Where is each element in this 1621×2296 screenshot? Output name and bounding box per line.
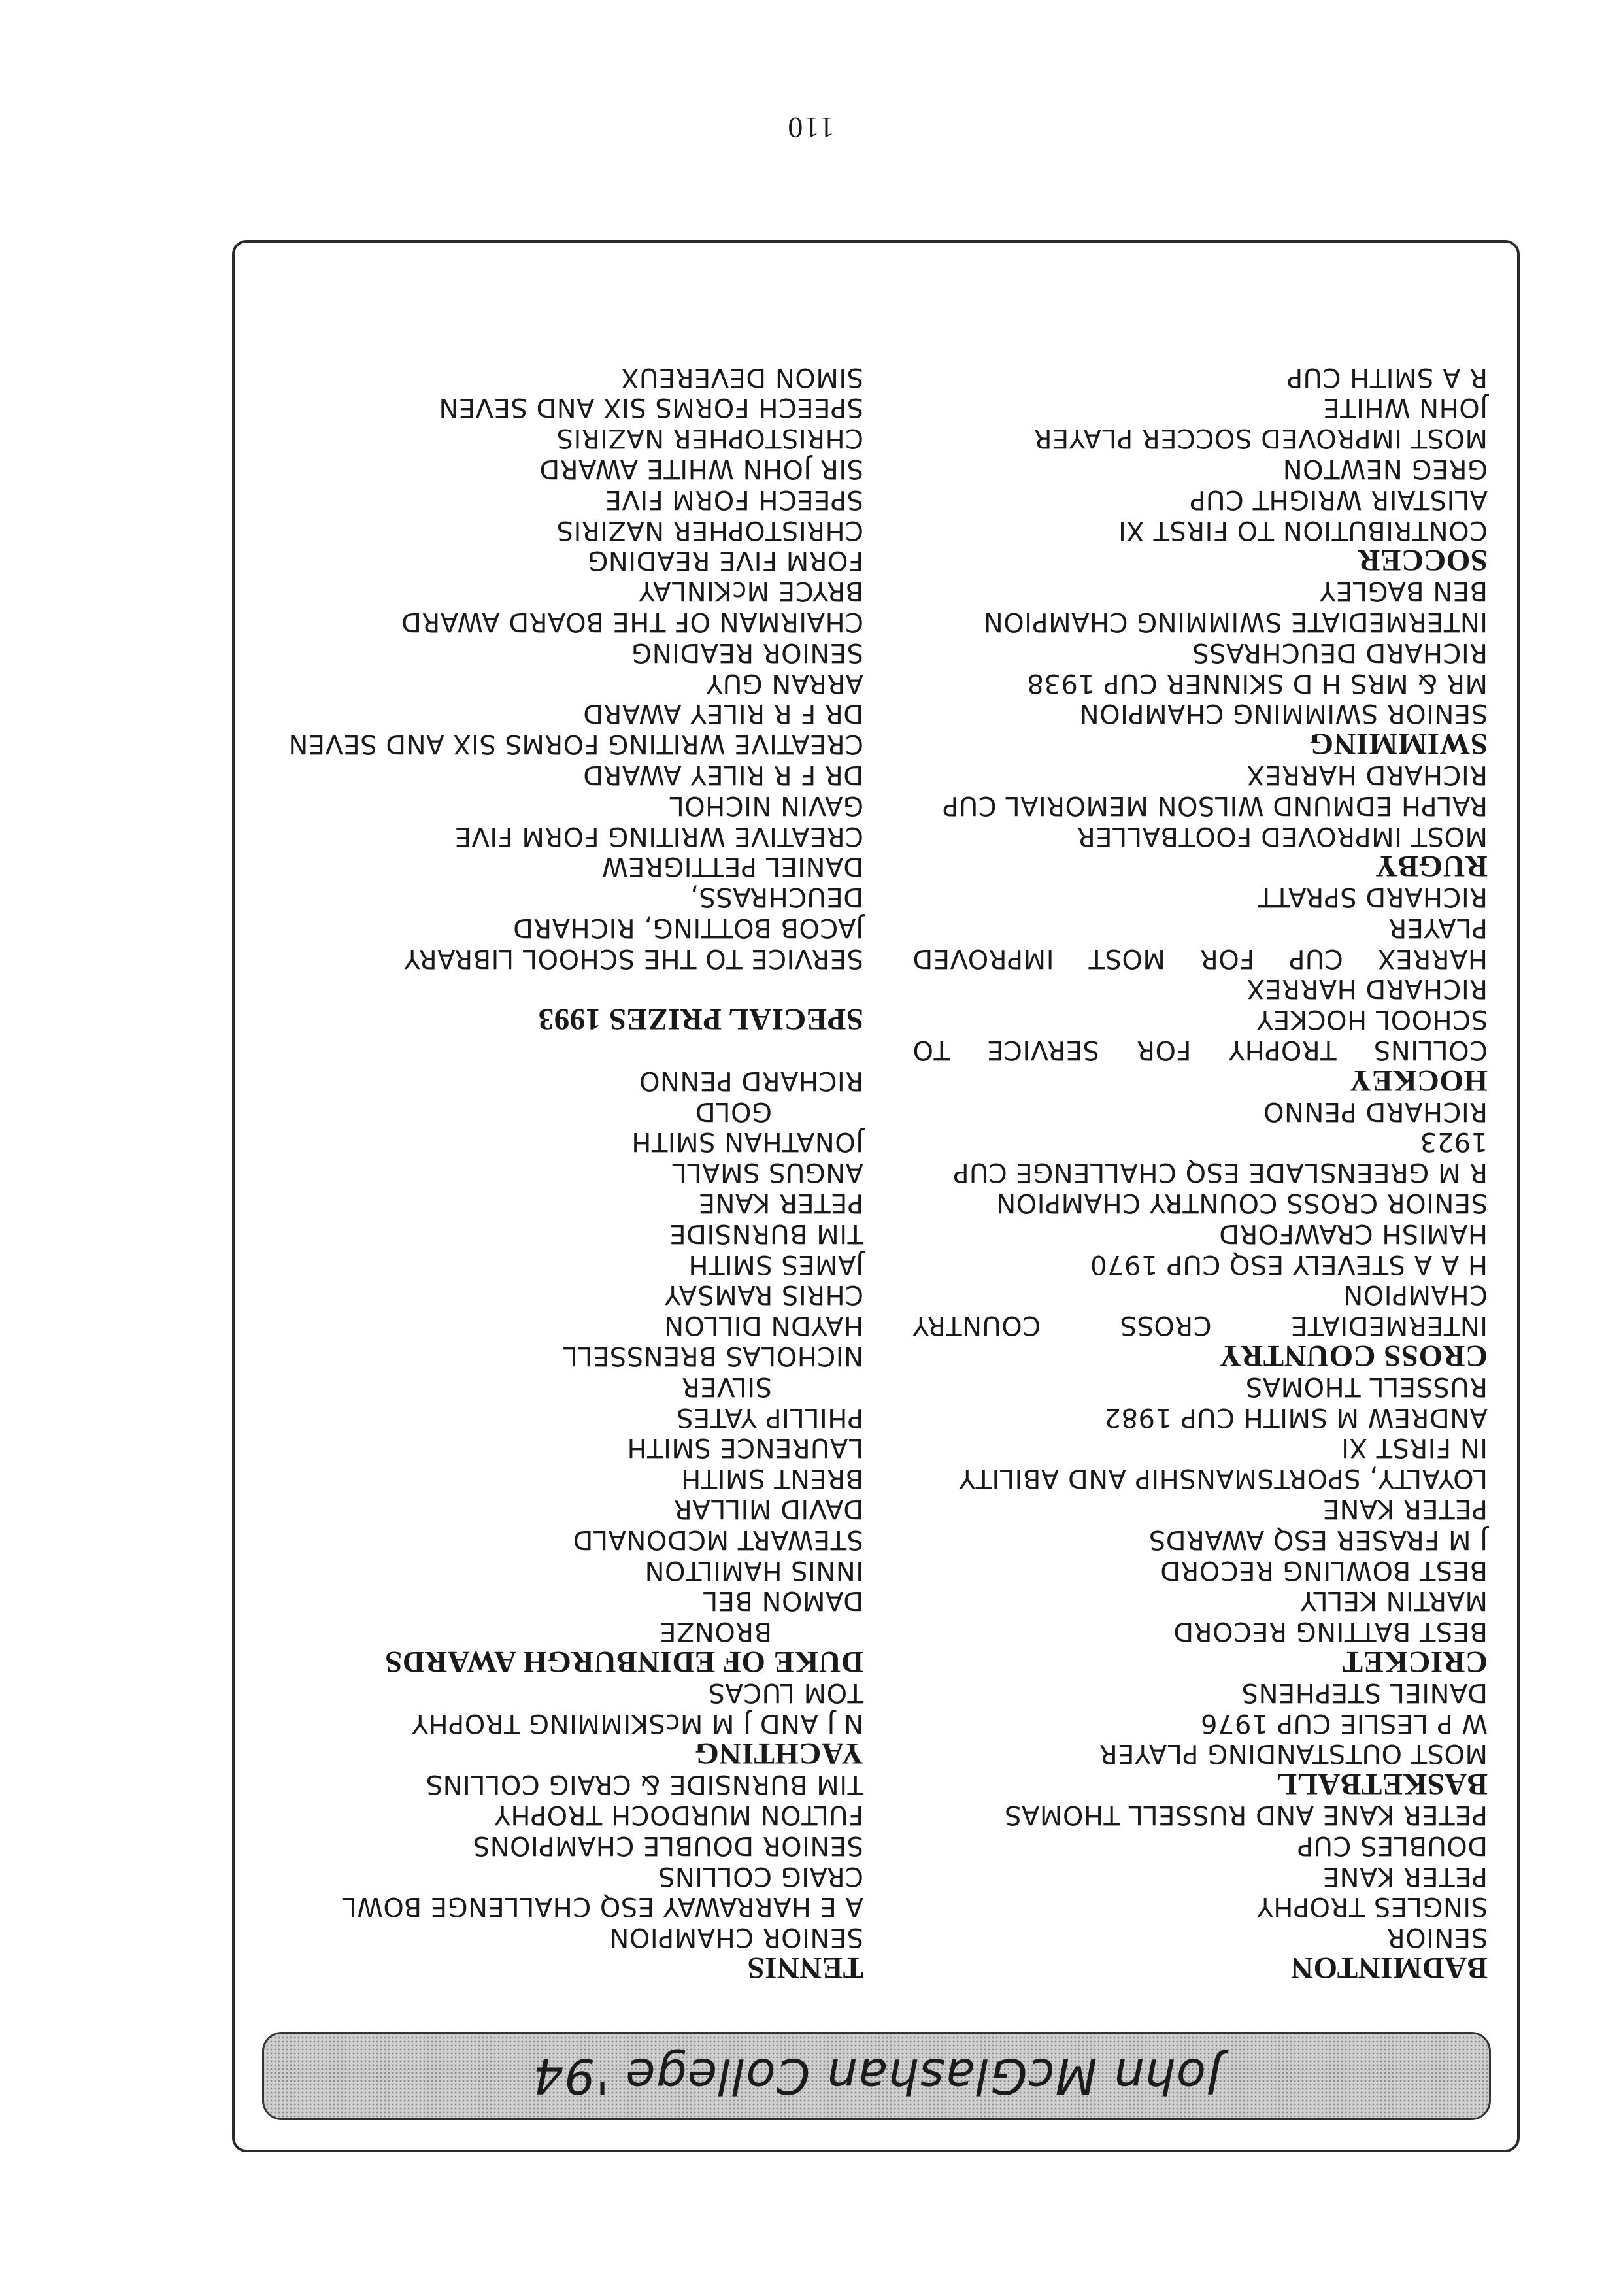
list-item: HAMISH CRAWFORD (1218, 1218, 1488, 1249)
list-item: PETER KANE (1322, 1861, 1488, 1891)
list-item: LOYALTY, SPORTSMANSHIP AND ABILITY (959, 1463, 1488, 1494)
list-item: GAVIN NICHOL (669, 790, 863, 820)
list-item: MOST IMPROVED SOCCER PLAYER (1033, 423, 1488, 454)
list-item: HARREX CUP FOR MOST IMPROVED (912, 943, 1488, 973)
list-item: DR F R RILEY AWARD (582, 759, 863, 790)
list-item: COLLINS TROPHY FOR SERVICE TO (912, 1035, 1488, 1066)
banner-title: John McGlashan College '94 (532, 2048, 1221, 2104)
list-item: SINGLES TROPHY (1256, 1891, 1488, 1922)
section-heading: BADMINTON (1290, 1951, 1488, 1985)
list-item: R A SMITH CUP (1286, 362, 1488, 392)
list-item: CHRIS RAMSAY (664, 1279, 863, 1310)
list-item: JAMES SMITH (688, 1249, 863, 1279)
list-item: W P LESLIE CUP 1976 (1200, 1708, 1488, 1738)
list-item: 1923 (1420, 1126, 1488, 1157)
list-item: SENIOR (1386, 1922, 1488, 1953)
list-item: LAURENCE SMITH (627, 1432, 863, 1463)
list-item: DOUBLES CUP (1297, 1830, 1488, 1861)
section-heading: RUGBY (1375, 849, 1488, 884)
list-item: PHILLIP YATES (676, 1402, 863, 1432)
list-item: TIM BURNSIDE & CRAIG COLLINS (426, 1769, 863, 1800)
section-heading: DUKE OF EDINBURGH AWARDS (384, 1645, 863, 1680)
list-item: CHAMPION (1343, 1279, 1488, 1310)
list-item: FULTON MURDOCH TROPHY (493, 1800, 863, 1831)
section-heading: CRICKET (1342, 1645, 1488, 1680)
page-number: 110 (786, 111, 835, 144)
list-item: RICHARD HARREX (1246, 759, 1488, 790)
list-item: SIR JOHN WHITE AWARD (539, 453, 863, 484)
list-item: RICHARD PENNO (639, 1065, 863, 1096)
section-heading: BASKETBALL (1276, 1767, 1488, 1802)
list-item: ARRAN GUY (706, 667, 863, 698)
list-item: DEUCHRASS, (690, 882, 863, 913)
section-heading: SPECIAL PRIZES 1993 (538, 1002, 863, 1037)
list-item: CHAIRMAN OF THE BOARD AWARD (401, 606, 863, 637)
list-item: ALISTAIR WRIGHT CUP (1189, 484, 1488, 515)
list-item: SPEECH FORM FIVE (605, 484, 863, 515)
section-heading: TENNIS (746, 1951, 863, 1985)
list-item: DR F R RILEY AWARD (582, 698, 863, 729)
list-item: N J AND J M McSKIMMING TROPHY (412, 1708, 863, 1738)
list-item: NICHOLAS BRENSSELL (563, 1341, 863, 1372)
list-item: RICHARD DEUCHRASS (1192, 637, 1488, 667)
list-item: SENIOR CROSS COUNTRY CHAMPION (995, 1188, 1488, 1219)
list-item: FORM FIVE READING (587, 545, 863, 576)
list-item: MOST IMPROVED FOOTBALLER (1077, 820, 1488, 851)
list-item: PLAYER (1388, 912, 1488, 943)
spacer (236, 973, 863, 1004)
list-item: DAMON BEL (703, 1585, 863, 1616)
list-item: A E HARRAWAY ESQ CHALLENGE BOWL (342, 1891, 863, 1922)
list-item: SENIOR READING (631, 637, 863, 667)
list-item: DAVID MILLAR (673, 1494, 863, 1525)
list-item: JONATHAN SMITH (631, 1126, 863, 1157)
award-level: GOLD (695, 1096, 772, 1126)
list-item: SERVICE TO THE SCHOOL LIBRARY (403, 943, 863, 973)
award-level: SILVER (681, 1371, 772, 1402)
list-item: BRYCE McKINLAY (638, 576, 863, 607)
award-level: BRONZE (659, 1616, 772, 1647)
list-item: IN FIRST XI (1341, 1432, 1488, 1463)
spacer (236, 1034, 863, 1065)
list-item: CONTRIBUTION TO FIRST XI (1118, 515, 1488, 545)
list-item: SENIOR SWIMMING CHAMPION (1079, 698, 1488, 729)
list-item: SENIOR CHAMPION (609, 1922, 863, 1953)
list-item: CREATIVE WRITING FORM FIVE (454, 820, 863, 851)
right-column (236, 362, 863, 1983)
section-heading: HOCKEY (1349, 1063, 1488, 1098)
list-item: PETER KANE (698, 1188, 863, 1219)
list-item: SENIOR DOUBLE CHAMPIONS (473, 1830, 863, 1861)
list-item: MARTIN KELLY (1300, 1585, 1488, 1616)
list-item: MR & MRS H D SKINNER CUP 1938 (1026, 667, 1488, 698)
list-item: CHRISTOPHER NAZIRIS (556, 515, 863, 545)
list-item: JACOB BOTTING, RICHARD (512, 912, 863, 943)
list-item: RALPH EDMUND WILSON MEMORIAL CUP (942, 790, 1488, 820)
list-item: PETER KANE (1322, 1494, 1488, 1525)
left-column (860, 362, 1488, 1983)
list-item: H A A STEVELY ESQ CUP 1970 (1090, 1249, 1488, 1279)
list-item: DANIEL STEPHENS (1241, 1677, 1488, 1708)
section-heading: YACHTING (694, 1736, 863, 1771)
list-item: CREATIVE WRITING FORMS SIX AND SEVEN (288, 729, 863, 760)
list-item: TIM BURNSIDE (669, 1218, 863, 1249)
list-item: RICHARD HARREX (1246, 973, 1488, 1004)
list-item: J M FRASER ESQ AWARDS (1148, 1524, 1488, 1555)
list-item: RICHARD SPRATT (1258, 882, 1488, 913)
list-item: BEST BATTING RECORD (1173, 1616, 1488, 1647)
list-item: BEST BOWLING RECORD (1160, 1555, 1488, 1585)
list-item: TOM LUCAS (708, 1677, 863, 1708)
list-item: ANDREW M SMITH CUP 1982 (1104, 1402, 1488, 1432)
list-item: SPEECH FORMS SIX AND SEVEN (438, 392, 863, 423)
banner (262, 2032, 1491, 2120)
list-item: INNIS HAMILTON (644, 1555, 863, 1585)
list-item: SIMON DEVEREUX (620, 362, 863, 392)
list-item: HAYDN DILLON (663, 1310, 863, 1341)
list-item: JOHN WHITE (1322, 392, 1488, 423)
list-item: BRENT SMITH (680, 1463, 863, 1494)
list-item: R M GREENSLADE ESQ CHALLENGE CUP (952, 1157, 1488, 1188)
list-item: GREG NEWTON (1282, 453, 1488, 484)
list-item: MOST OUTSTANDING PLAYER (1099, 1738, 1488, 1769)
page-frame (232, 240, 1520, 2152)
section-heading: SWIMMING (1309, 727, 1488, 762)
list-item: INTERMEDIATE CROSS COUNTRY (912, 1310, 1488, 1341)
list-item: CHRISTOPHER NAZIRIS (556, 423, 863, 454)
list-item: SCHOOL HOCKEY (1256, 1004, 1488, 1035)
section-heading: SOCCER (1358, 543, 1488, 578)
list-item: RICHARD PENNO (1263, 1096, 1488, 1126)
list-item: BEN BAGLEY (1319, 576, 1488, 607)
list-item: PETER KANE AND RUSSELL THOMAS (1004, 1800, 1488, 1831)
section-heading: CROSS COUNTRY (1219, 1339, 1488, 1374)
list-item: ANGUS SMALL (672, 1157, 863, 1188)
list-item: CRAIG COLLINS (658, 1861, 863, 1891)
list-item: STEWART MCDONALD (573, 1524, 863, 1555)
list-item: RUSSELL THOMAS (1245, 1371, 1488, 1402)
list-item: INTERMEDIATE SWIMMING CHAMPION (983, 606, 1488, 637)
list-item: DANIEL PETTIGREW (601, 851, 863, 882)
